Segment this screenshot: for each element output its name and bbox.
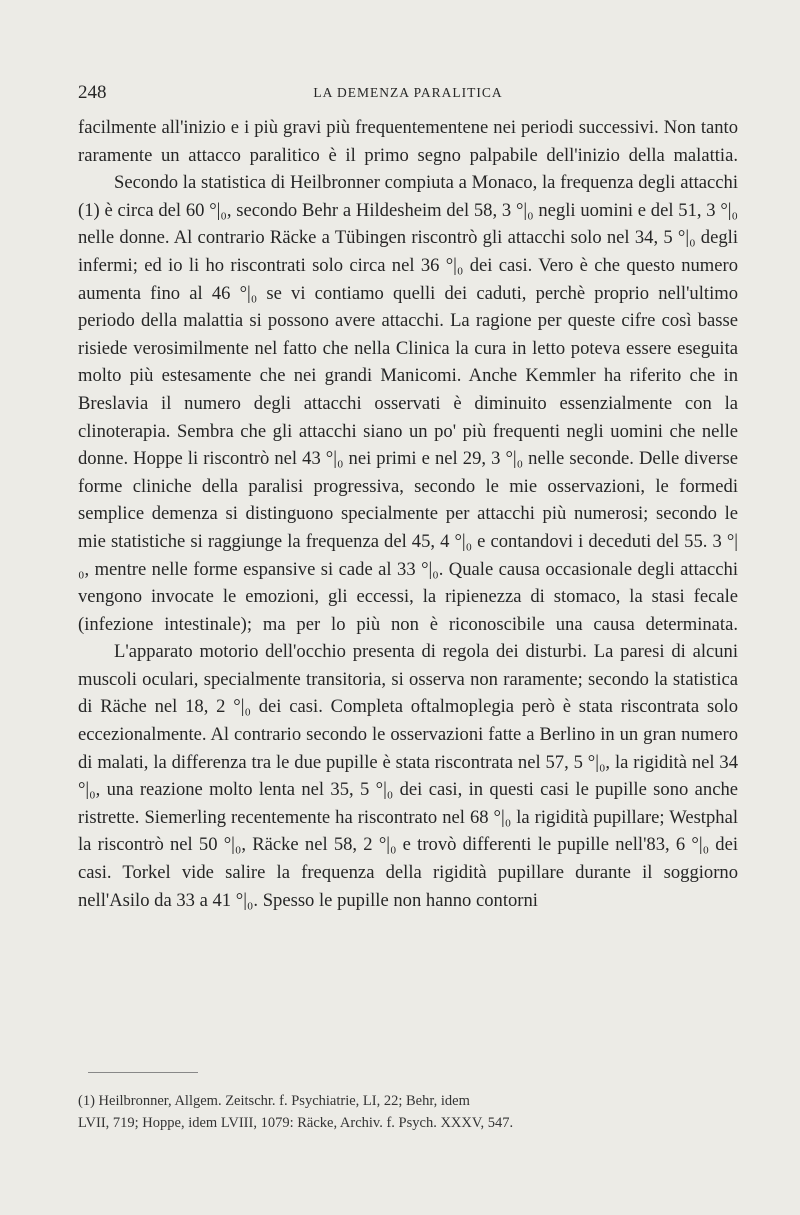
footnote-divider xyxy=(88,1072,198,1073)
paragraph-continuation: facilmente all'inizio e i più gravi più frequentementene nei periodi successivi. Non tanto raramente un attacco paralitico è il primo segno palpabile dell'inizio della malattia. xyxy=(78,117,738,166)
page-header xyxy=(78,82,738,108)
running-title: LA DEMENZA PARALITICA xyxy=(313,85,503,100)
footnote xyxy=(78,1090,738,1134)
footnote-line: LVII, 719; Hoppe, idem LVIII, 1079: Räcke, Archiv. f. Psych. XXXV, 547. xyxy=(78,1115,514,1131)
paragraph-eye-motor-apparatus: L'apparato motorio dell'occhio presenta di regola dei disturbi. La paresi di alcuni muscoli oculari, specialmente transitoria, si osserva non raramente; secondo la statistica di Räche nel 18, 2 °|₀ dei casi. Completa oftalmoplegia però è stata riscontrata solo eccezionalmente. Al contrario secondo le osservazioni fatte a Berlino in un gran numero di malati, la differenza tra le due pupille è stata riscontrata nel 57, 5 °|₀, la rigidità nel 34 °|₀, una reazione molto lenta nel 35, 5 °|₀ dei casi, in questi casi le pupille sono anche ristrette. Siemerling recentemente ha riscontrato nel 68 °|₀ la rigidità pupillare; Westphal la riscontrò nel 50 °|₀, Räcke nel 58, 2 °|₀ e trovò differenti le pupille nell'83, 6 °|₀ dei casi. Torkel vide salire la frequenza della rigidità pupillare durante il soggiorno nell'Asilo da 33 a 41 °|₀. Spesso le pupille non hanno contorni xyxy=(78,641,738,911)
paragraph-attacks-statistics: Secondo la statistica di Heilbronner compiuta a Monaco, la frequenza degli attacchi (1) è circa del 60 °|₀, secondo Behr a Hildesheim del 58, 3 °|₀ negli uomini e del 51, 3 °|₀ nelle donne. Al contrario Räcke a Tübingen riscontrò gli attacchi solo nel 34, 5 °|₀ degli infermi; ed io li ho riscontrati solo circa nel 36 °|₀ dei casi. Vero è che questo numero aumenta fino al 46 °|₀ se vi contiamo quelli dei caduti, perchè proprio nell'ultimo periodo della malattia si possono avere attacchi. La ragione per queste cifre così basse risiede verosimilmente nel fatto che nella Clinica la cura in letto poteva essere eseguita molto più estesamente che nei grandi Manicomi. Anche Kemmler ha riferito che in Breslavia il numero degli attacchi osservati è diminuito essenzialmente con la clinoterapia. Sembra che gli attacchi siano un po' più frequenti negli uomini che nelle donne. Hoppe li riscontrò nel 43 °|₀ nei primi e nel 29, 3 °|₀ nelle seconde. Delle diverse forme cliniche della paralisi progressiva, secondo le mie osservazioni, le formedi semplice demenza si distinguono specialmente per attacchi più numerosi; secondo le mie statistiche si raggiunge la frequenza del 45, 4 °|₀ e contandovi i deceduti del 55. 3 °|₀, mentre nelle forme espansive si cade al 33 °|₀. Quale causa occasionale degli attacchi vengono invocate le emozioni, gli eccessi, la ripienezza di stomaco, la stasi fecale (infezione intestinale); ma per lo più non è riconoscibile una causa determinata. xyxy=(78,172,738,635)
page-number: 248 xyxy=(78,82,107,103)
body-text xyxy=(78,114,738,914)
footnote-line: (1) Heilbronner, Allgem. Zeitschr. f. Psychiatrie, LI, 22; Behr, idem xyxy=(78,1093,470,1109)
